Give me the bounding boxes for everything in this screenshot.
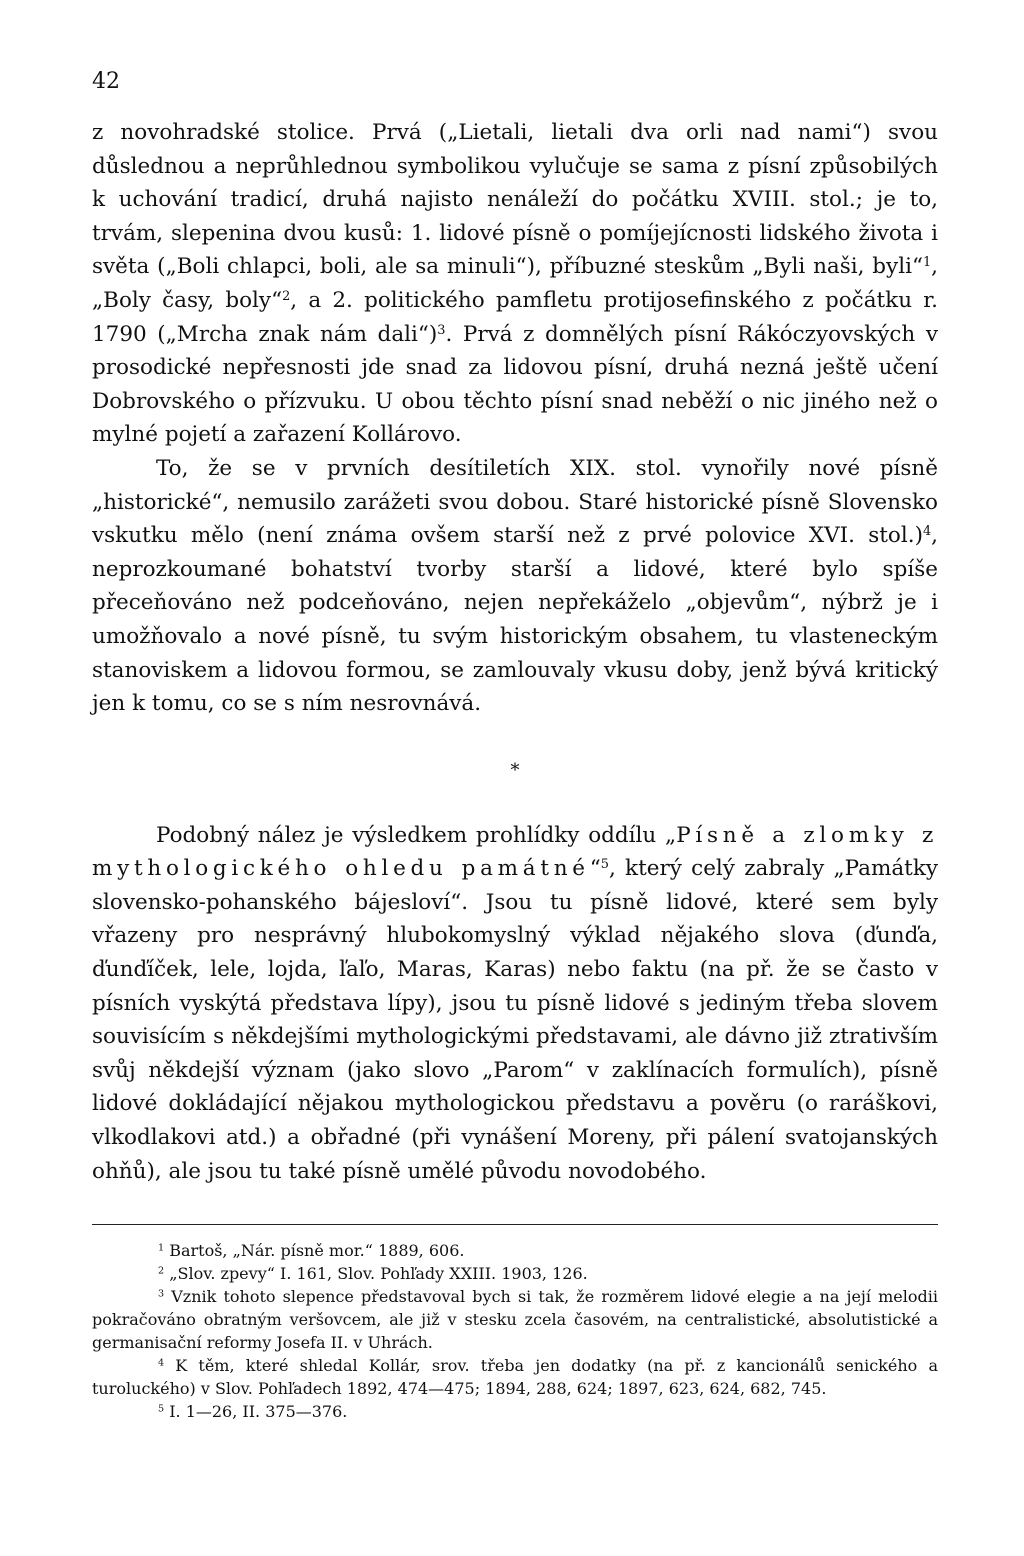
footnote-mark: 5 [158,1403,165,1415]
footnote-text: I. 1—26, II. 375—376. [164,1402,348,1422]
footnote-text: Vznik tohoto slepence představoval bych si tak, že rozměrem lidové elegie a na její melodii pokračováno obratným veršovcem, ale již v stesku zcela časovém, na centralistické, absolutistické a germanisační reformy Josefa II. v Uhrách. [92,1287,938,1353]
paragraph-text: , a 2. politického pamfletu protijosefinského z počátku r. 1790 („Mrcha znak nám dali“) [92,287,939,347]
footnote-reference: 1 [922,255,932,271]
document-page [92,70,938,1423]
footnote-text: „Slov. zpevy“ I. 161, Slov. Pohľady XXIII. 1903, 126. [164,1264,588,1284]
paragraph-text: “ [589,856,601,882]
footnote-3 [92,1285,938,1354]
footnote-1 [92,1239,938,1262]
footnote-mark: 3 [158,1288,165,1300]
footnote-divider [92,1224,938,1225]
paragraph-text: . Prvá z domnělých písní Rákóczyovských v prosodické nepřesnosti jde snad za lidovou písní, druhá nezná ještě učení Dobrovského o přízvuku. U obou těchto písní snad neběží o nic jiného než o mylné pojetí a zařazení Kollárovo. [92,321,938,448]
footnote-text: K těm, které shledal Kollár, srov. třeba jen dodatky (na př. z kancionálů senického a turoluckého) v Slov. Pohľadech 1892, 474—475; 1894, 288, 624; 1897, 623, 624, 682, 745. [92,1356,938,1399]
paragraph-text: , neprozkoumané bohatství tvorby starší a lidové, které bylo spíše přeceňováno než podceňováno, nejen nepřekáželo „objevům“, nýbrž je i umožňovalo a nové písně, tu svým historickým obsahem, tu vlasteneckým stanoviskem a lidovou formou, se zamlouvaly vkusu doby, jenž bývá kritický jen k tomu, co se s ním nesrovnává. [92,523,938,717]
footnote-text: Bartoš, „Nár. písně mor.“ 1889, 606. [164,1241,465,1261]
footnote-mark: 4 [158,1357,165,1369]
footnote-reference: 2 [282,288,291,304]
paragraph-text: Podobný nález je výsledkem prohlídky oddílu „ [156,822,677,848]
footnote-mark: 2 [158,1265,165,1277]
paragraph-1 [92,116,938,452]
section-divider-asterisk: * [510,759,520,781]
footnote-4 [92,1354,938,1400]
footnotes [92,1239,938,1423]
paragraph-text: , který celý zabraly „Památky slovensko-pohanského bájesloví“. Jsou tu písně lidové, které sem byly vřazeny pro nesprávný hlubokomyslný výklad nějakého slova (ďunďa, ďunďíček, lele, lojda, ľaľo, Maras, Karas) nebo faktu (na př. že se často v písních vyskýtá představa lípy), jsou tu písně lidové s jediným třeba slovem souvisícím s někdejšími mythologickými představami, ale dávno již ztrativším svůj někdejší význam (jako slovo „Parom“ v zaklínacích formulích), písně lidové dokládající nějakou mythologickou představu a pověru (o raráškovi, vlkodlakovi atd.) a obřadné (při vynášení Moreny, při pálení svatojanských ohňů), ale jsou tu také písně umělé původu novodobého. [92,856,938,1184]
paragraph-3 [92,819,938,1189]
emphasized-title: Písně a zlomky z mythologického ohledu památné [92,822,939,882]
paragraph-text: , „Boly časy, boly“ [92,254,938,313]
paragraph-2 [92,452,938,721]
footnote-reference: 5 [600,857,609,873]
footnote-reference: 3 [437,322,446,338]
footnote-mark: 1 [158,1242,165,1254]
footnote-5 [92,1400,938,1423]
footnote-reference: 4 [922,524,932,540]
page-number: 42 [92,69,120,94]
footnote-2 [92,1262,938,1285]
paragraph-text: z novohradské stolice. Prvá („Lietali, lietali dva orli nad nami“) svou důslednou a neprůhlednou symbolikou vylučuje se sama z písní způsobilých k uchování tradicí, druhá najisto nenáleží do počátku XVIII. stol.; je to, trvám, slepenina dvou kusů: 1. lidové písně o pomíjejícnosti lidského života i světa („Boli chlapci, boli, ale sa minuli“), příbuzné steskům „Byli naši, byli“ [92,120,938,280]
paragraph-text: To, že se v prvních desítiletích XIX. stol. vynořily nové písně „historické“, nemusilo zarážeti svou dobou. Staré historické písně Slovensko vskutku mělo (není známa ovšem starší než z prvé polovice XVI. stol.) [92,455,938,549]
